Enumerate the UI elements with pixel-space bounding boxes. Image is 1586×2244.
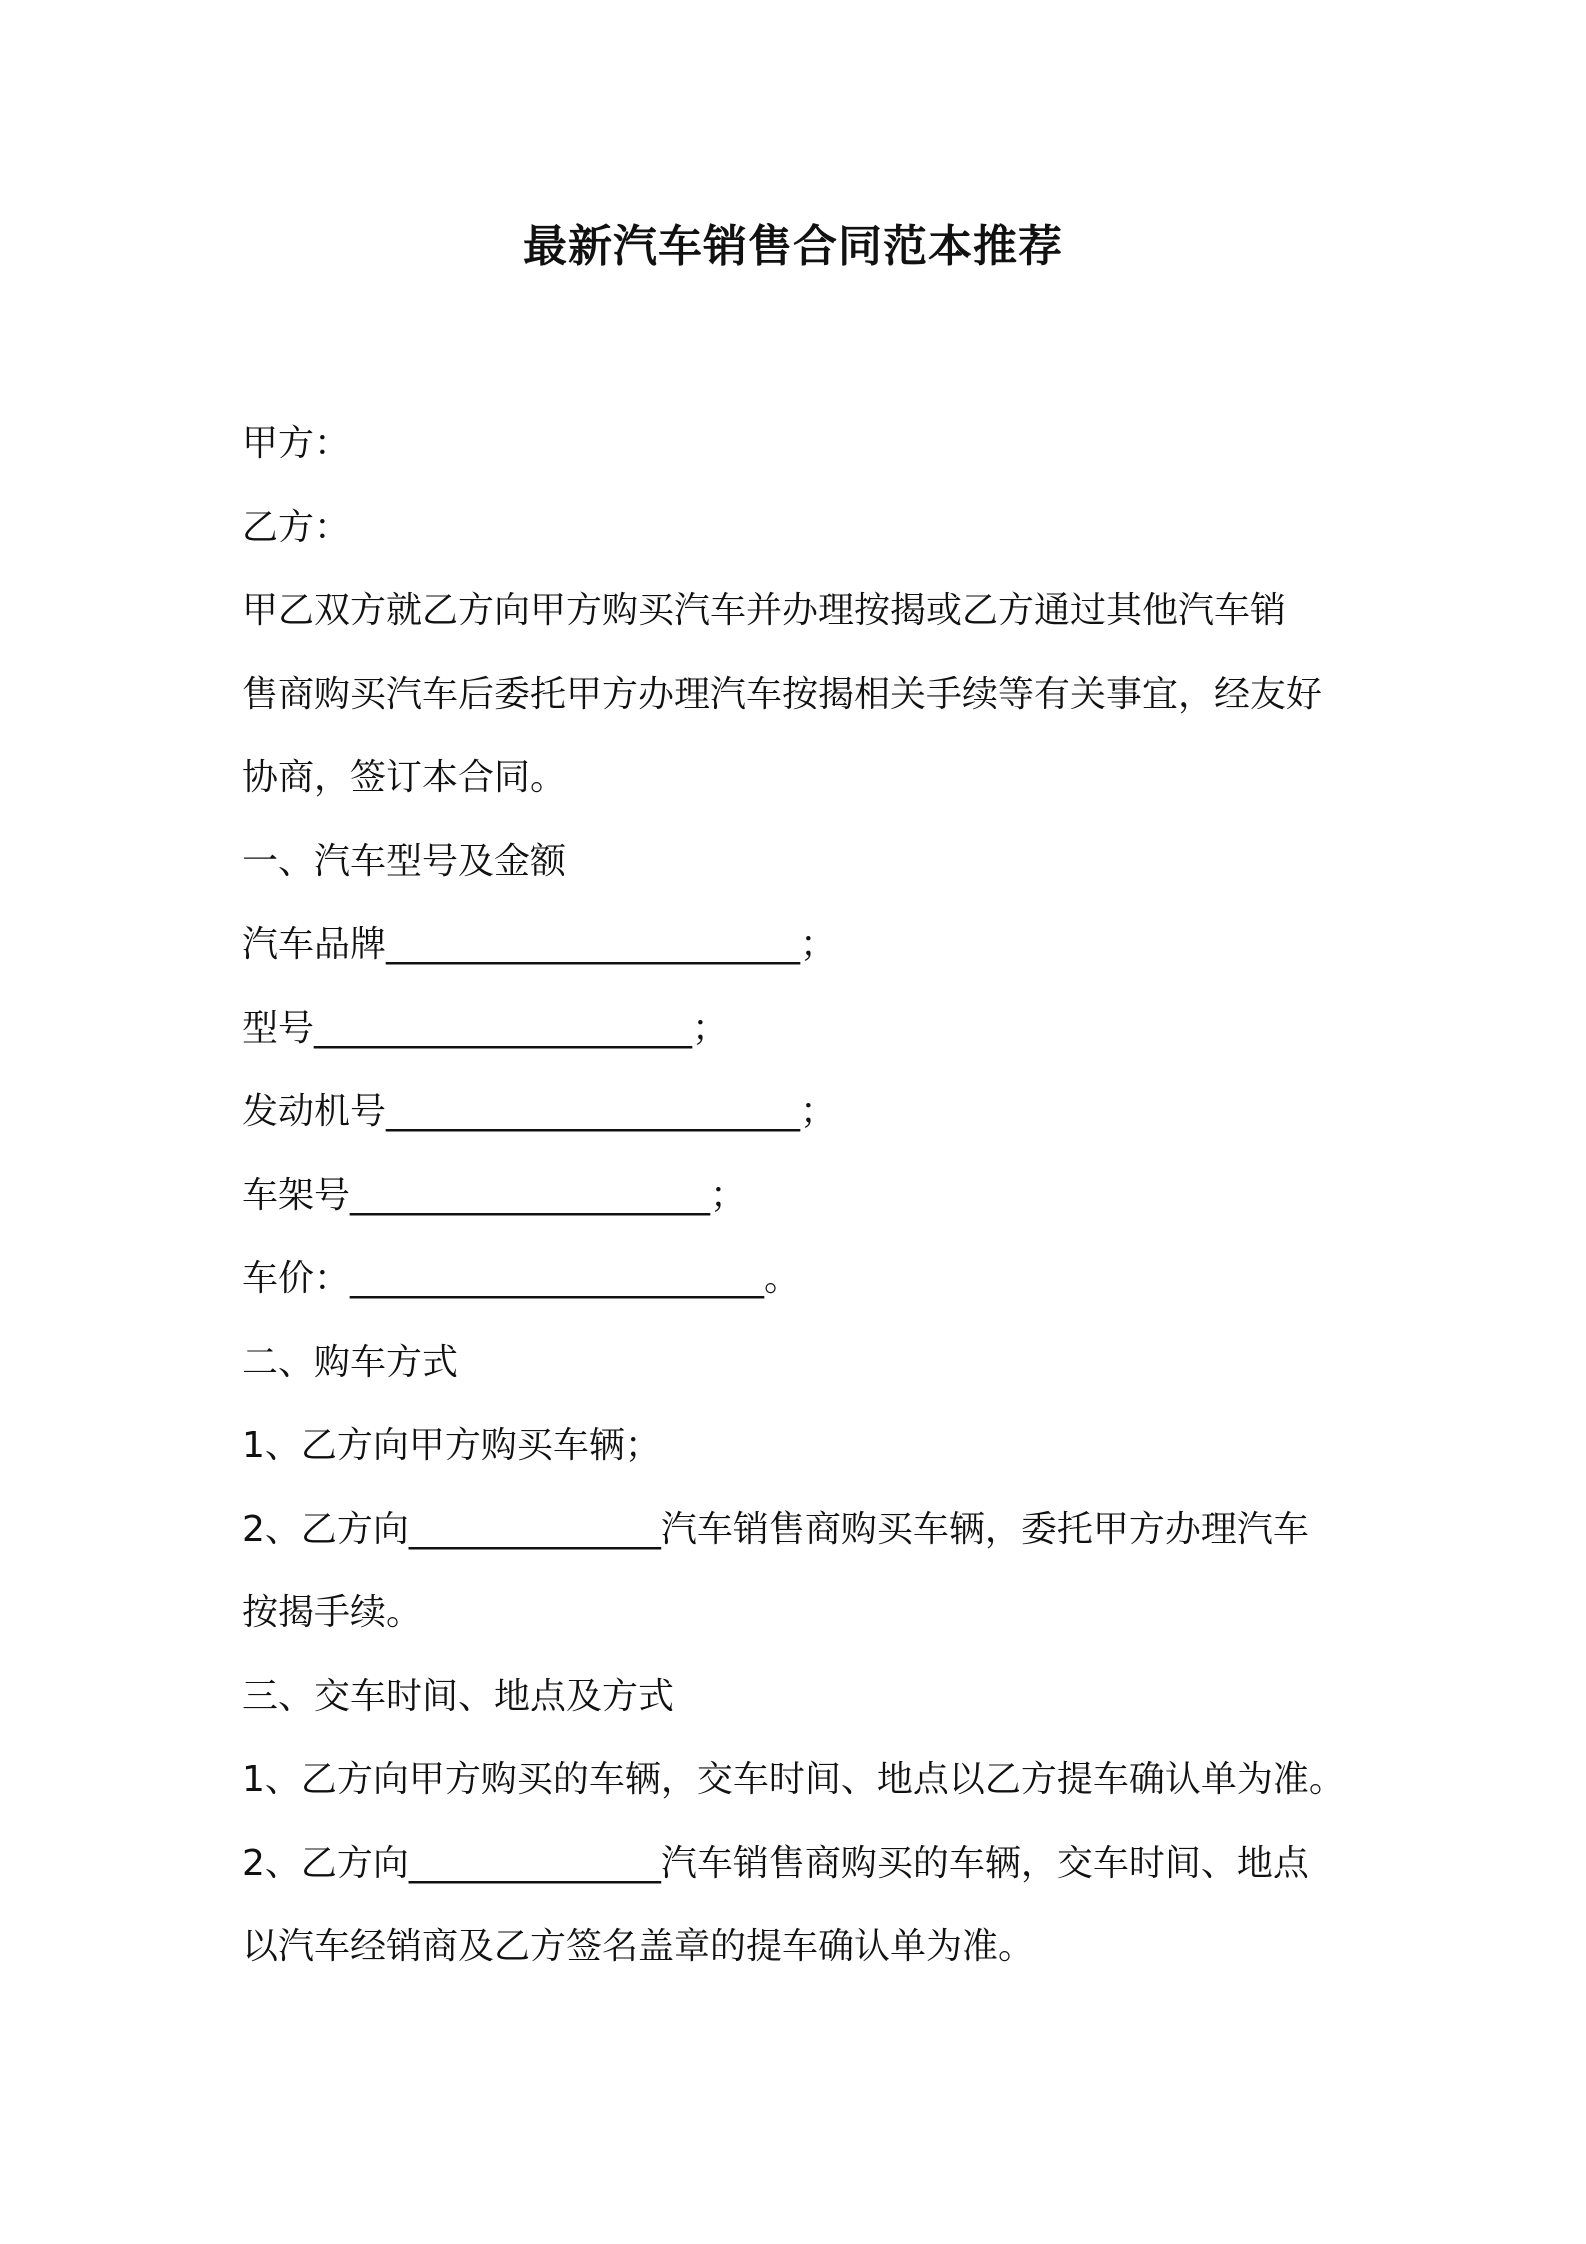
section-heading-1: 一、汽车型号及金额 <box>242 840 567 882</box>
purchase-method-1: 1、乙方向甲方购买车辆； <box>242 1425 661 1466</box>
engine-number-line: 发动机号_______________________； <box>242 1091 837 1132</box>
model-line: 型号_____________________； <box>242 1007 729 1049</box>
party-a-line: 甲方： <box>242 423 351 464</box>
car-price-line: 车价：_______________________。 <box>242 1258 801 1299</box>
purchase-method-2-line-2: 按揭手续。 <box>242 1592 423 1633</box>
party-b-line: 乙方： <box>242 506 351 548</box>
document-body <box>242 402 1362 1989</box>
document-title: 最新汽车销售合同范本推荐 <box>523 221 1063 272</box>
delivery-clause-2-line-1: 2、乙方向______________汽车销售商购买的车辆，交车时间、地点 <box>242 1842 1309 1884</box>
delivery-clause-1: 1、乙方向甲方购买的车辆，交车时间、地点以乙方提车确认单为准。 <box>242 1759 1345 1800</box>
frame-number-line: 车架号____________________； <box>242 1174 747 1216</box>
purchase-method-2-line-1: 2、乙方向______________汽车销售商购买车辆，委托甲方办理汽车 <box>242 1508 1309 1550</box>
section-heading-3: 三、交车时间、地点及方式 <box>242 1675 675 1717</box>
car-brand-line: 汽车品牌_______________________； <box>242 924 837 965</box>
delivery-clause-2-line-2: 以汽车经销商及乙方签名盖章的提车确认单为准。 <box>242 1926 1035 1967</box>
preamble-line-2: 售商购买汽车后委托甲方办理汽车按揭相关手续等有关事宜，经友好 <box>242 673 1323 715</box>
section-heading-2: 二、购车方式 <box>242 1341 459 1383</box>
preamble-line-3: 协商，签订本合同。 <box>242 757 567 798</box>
preamble-line-1: 甲乙双方就乙方向甲方购买汽车并办理按揭或乙方通过其他汽车销 <box>242 590 1287 631</box>
